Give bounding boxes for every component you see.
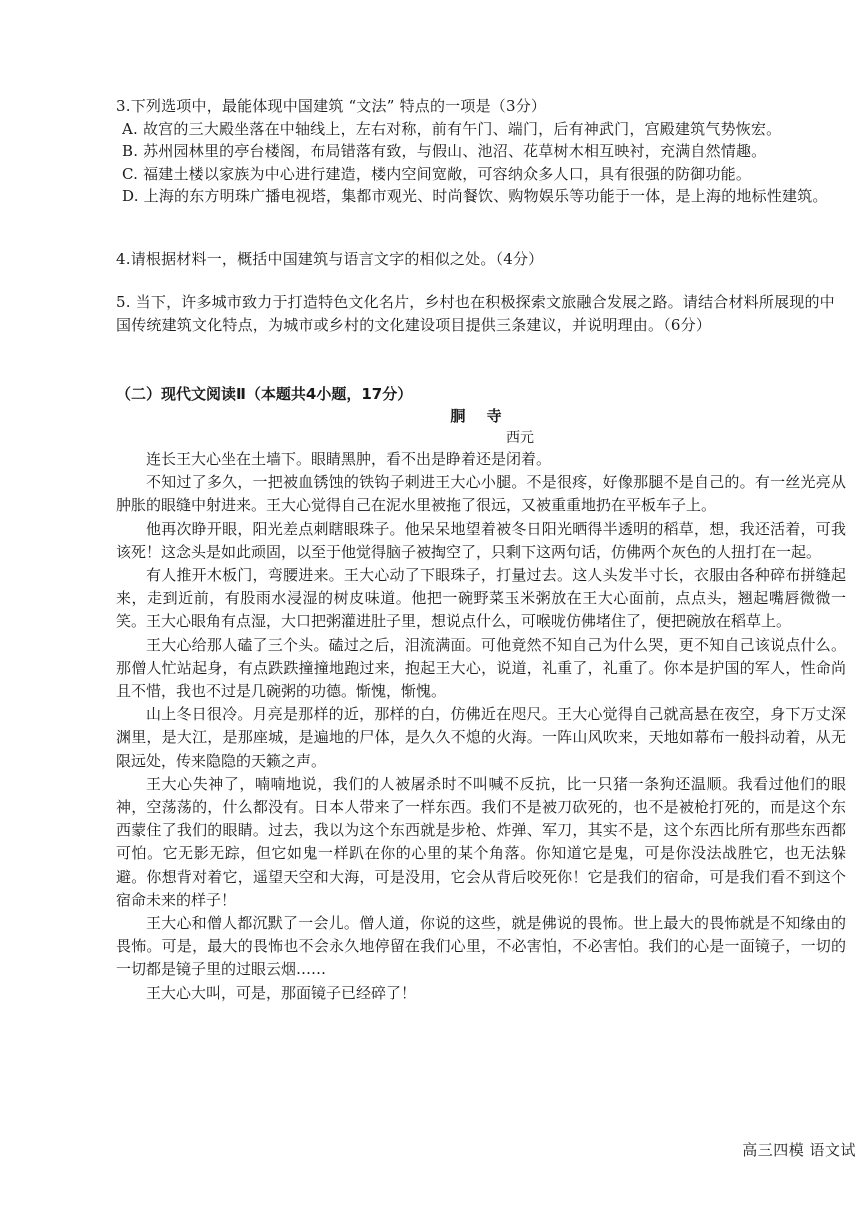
question-3-option-c: C. 福建土楼以家族为中心进行建造，楼内空间宽敞，可容纳众多人口，具有很强的防御功能。: [122, 164, 752, 183]
story-paragraph: 王大心和僧人都沉默了一会儿。僧人道，你说的这些，就是佛说的畏怖。世上最大的畏怖就是不知缘由的畏怖。可是，最大的畏怖也不会永久地停留在我们心里，不必害怕，不必害怕。我们的心是一面镜子，一切的一切都是镜子里的过眼云烟……: [116, 914, 846, 979]
question-3-option-a: A. 故宫的三大殿坐落在中轴线上，左右对称，前有午门、端门，后有神武门，宫殿建筑气势恢宏。: [122, 119, 782, 138]
story-paragraph: 他再次睁开眼，阳光差点刺瞎眼珠子。他呆呆地望着被冬日阳光晒得半透明的稻草，想，我还活着，可我该死！这念头是如此顽固，以至于他觉得脑子被掏空了，只剩下这两句话，仿佛两个灰色的人扭打在一起。: [116, 519, 846, 561]
question-3-stem: 3.下列选项中，最能体现中国建筑 “文法” 特点的一项是（3分）: [116, 97, 547, 115]
story-body: [116, 448, 846, 1005]
question-4-stem: 4.请根据材料一，概括中国建筑与语言文字的相似之处。（4分）: [116, 250, 544, 268]
question-3-option-d: D. 上海的东方明珠广播电视塔，集都市观光、时尚餐饮、购物娱乐等功能于一体，是上海的地标性建筑。: [122, 187, 828, 205]
section-title: （二）现代文阅读Ⅱ（本题共4小题，17分）: [116, 385, 413, 403]
page-footer: 高三四模 语文试: [742, 1141, 856, 1159]
story-paragraph: 连长王大心坐在土墙下。眼睛黑肿，看不出是睁着还是闭着。: [146, 450, 552, 468]
story-paragraph: 王大心失神了，喃喃地说，我们的人被屠杀时不叫喊不反抗，比一只猪一条狗还温顺。我看过他们的眼神，空荡荡的，什么都没有。日本人带来了一样东西。我们不是被刀砍死的，也不是被枪打死的，而是这个东西蒙住了我们的眼睛。过去，我以为这个东西就是步枪、炸弹、军刀，其实不是，这个东西比所有那些东西都可怕。它无影无踪，但它如鬼一样趴在你的心里的某个角落。你知道它是鬼，可是你没法战胜它，也无法躲避。你想背对着它，遥望天空和大海，可是没用，它会从背后咬死你！它是我们的宿命，可是我们看不到这个宿命未来的样子！: [116, 774, 846, 909]
question-5-stem: 5. 当下，许多城市致力于打造特色文化名片，乡村也在积极探索文旅融合发展之路。请结合材料所展现的中国传统建筑文化特点，为城市或乡村的文化建设项目提供三条建议，并说明理由。（6分）: [116, 293, 835, 334]
story-paragraph: 王大心大叫，可是，那面镜子已经碎了！: [146, 983, 417, 1002]
story-author: 西元: [506, 430, 534, 446]
question-3: [116, 95, 846, 208]
story-paragraph: 山上冬日很冷。月亮是那样的近，那样的白，仿佛近在咫尺。王大心觉得自己就高悬在夜空，身下万丈深渊里，是大江，是那座城，是遍地的尸体，是久久不熄的火海。一阵山风吹来，天地如幕布一般抖动着，从无限远处，传来隐隐的天籁之声。: [116, 705, 846, 770]
story-title: 胴 寺: [450, 407, 510, 425]
question-4: [116, 248, 846, 271]
question-5: [116, 291, 846, 336]
story-paragraph: 王大心给那人磕了三个头。磕过之后，泪流满面。可他竟然不知自己为什么哭，更不知自己该说点什么。那僧人忙站起身，有点跌跌撞撞地跑过来，抱起王大心，说道，礼重了，礼重了。你本是护国的军人，性命尚且不惜，我也不过是几碗粥的功德。惭愧，惭愧。: [116, 635, 846, 701]
question-3-option-b: B. 苏州园林里的亭台楼阁，布局错落有致，与假山、池沼、花草树木相互映衬，充满自然情趣。: [122, 142, 767, 160]
story-paragraph: 不知过了多久，一把被血锈蚀的铁钩子刺进王大心小腿。不是很疼，好像那腿不是自己的。有一丝光亮从肿胀的眼缝中射进来。王大心觉得自己在泥水里被拖了很远，又被重重地扔在平板车子上。: [116, 473, 846, 515]
story-paragraph: 有人推开木板门，弯腰进来。王大心动了下眼珠子，打量过去。这人头发半寸长，衣服由各种碎布拼缝起来，走到近前，有股雨水浸湿的树皮味道。他把一碗野菜玉米粥放在王大心面前，点点头，翘起嘴唇微微一笑。王大心眼角有点湿，大口把粥灌进肚子里，想说点什么，可喉咙仿佛堵住了，便把碗放在稻草上。: [116, 566, 846, 631]
